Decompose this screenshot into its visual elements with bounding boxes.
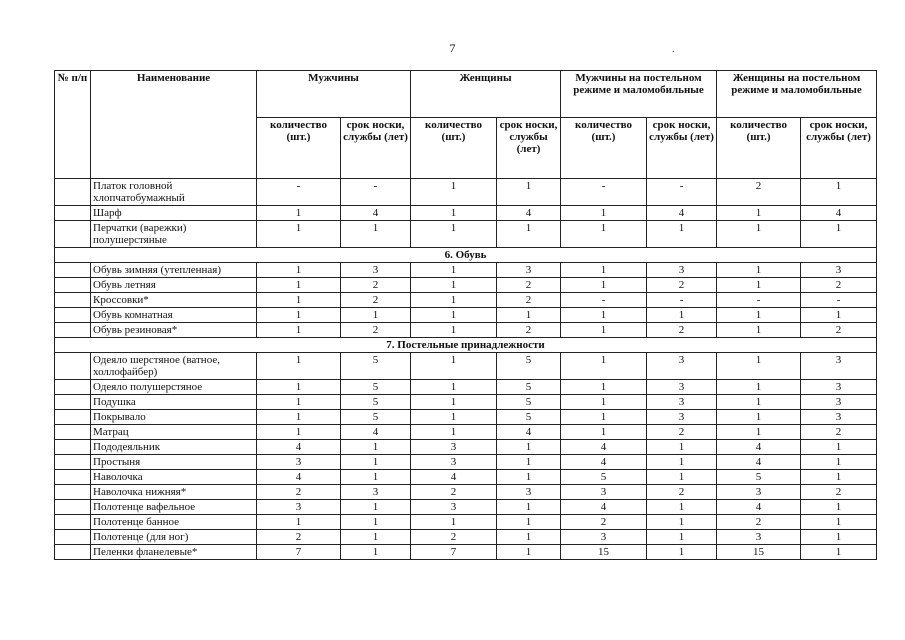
term-cell: 1 (341, 530, 411, 545)
quantity-cell: 1 (717, 308, 801, 323)
table-row (55, 353, 877, 380)
quantity-cell: 4 (717, 455, 801, 470)
row-number-cell (55, 470, 91, 485)
term-cell: 5 (341, 380, 411, 395)
section-row (55, 248, 877, 263)
table-row (55, 455, 877, 470)
item-name-cell: Полотенце вафельное (91, 500, 257, 515)
quantity-cell: 1 (411, 263, 497, 278)
quantity-cell: - (561, 293, 647, 308)
row-number-cell (55, 380, 91, 395)
header-num: № п/п (55, 71, 91, 179)
item-name-cell: Полотенце (для ног) (91, 530, 257, 545)
header-term: срок носки, службы (лет) (647, 118, 717, 179)
term-cell: 1 (497, 455, 561, 470)
term-cell: 1 (341, 455, 411, 470)
quantity-cell: 1 (561, 308, 647, 323)
header-group-women-bedridden: Женщины на постельном режиме и маломобильные (717, 71, 877, 118)
quantity-cell: 1 (411, 308, 497, 323)
quantity-cell: 3 (717, 485, 801, 500)
term-cell: 1 (497, 545, 561, 560)
quantity-cell: 1 (717, 206, 801, 221)
quantity-cell: 1 (411, 293, 497, 308)
term-cell: - (801, 293, 877, 308)
header-group-men-bedridden: Мужчины на постельном режиме и маломобильные (561, 71, 717, 118)
row-number-cell (55, 221, 91, 248)
quantity-cell: 1 (257, 278, 341, 293)
quantity-cell: 15 (717, 545, 801, 560)
quantity-cell: 1 (561, 263, 647, 278)
term-cell: 1 (801, 440, 877, 455)
term-cell: 2 (341, 293, 411, 308)
scan-mark: . (672, 44, 675, 55)
table-row (55, 179, 877, 206)
term-cell: 1 (647, 545, 717, 560)
section-title: 7. Постельные принадлежности (55, 338, 877, 353)
quantity-cell: 4 (411, 470, 497, 485)
header-term: срок носки, службы (лет) (497, 118, 561, 179)
item-name-cell: Одеяло полушерстяное (91, 380, 257, 395)
term-cell: 1 (341, 545, 411, 560)
term-cell: 1 (647, 530, 717, 545)
term-cell: 3 (497, 263, 561, 278)
term-cell: 4 (801, 206, 877, 221)
quantity-cell: - (257, 179, 341, 206)
quantity-cell: 4 (257, 470, 341, 485)
item-name-cell: Перчатки (варежки) полушерстяные (91, 221, 257, 248)
term-cell: 1 (801, 455, 877, 470)
row-number-cell (55, 323, 91, 338)
term-cell: 2 (497, 293, 561, 308)
quantity-cell: 1 (561, 323, 647, 338)
table-row (55, 221, 877, 248)
term-cell: 2 (497, 278, 561, 293)
header-qty: количество (шт.) (257, 118, 341, 179)
quantity-cell: 1 (561, 380, 647, 395)
quantity-cell: 2 (717, 515, 801, 530)
quantity-cell: 1 (717, 278, 801, 293)
row-number-cell (55, 485, 91, 500)
term-cell: 1 (497, 530, 561, 545)
row-number-cell (55, 500, 91, 515)
term-cell: 1 (341, 515, 411, 530)
quantity-cell: 1 (717, 323, 801, 338)
item-name-cell: Платок головной хлопчатобумажный (91, 179, 257, 206)
item-name-cell: Наволочка нижняя* (91, 485, 257, 500)
term-cell: 3 (801, 353, 877, 380)
term-cell: 1 (801, 179, 877, 206)
quantity-cell: 1 (561, 353, 647, 380)
quantity-cell: 2 (411, 530, 497, 545)
item-name-cell: Пододеяльник (91, 440, 257, 455)
row-number-cell (55, 410, 91, 425)
page-number: 7 (449, 41, 456, 55)
quantity-cell: 1 (257, 380, 341, 395)
term-cell: 5 (341, 410, 411, 425)
item-name-cell: Матрац (91, 425, 257, 440)
quantity-cell: 1 (411, 179, 497, 206)
item-name-cell: Обувь резиновая* (91, 323, 257, 338)
item-name-cell: Покрывало (91, 410, 257, 425)
quantity-cell: 1 (717, 380, 801, 395)
table-row (55, 293, 877, 308)
term-cell: 1 (647, 470, 717, 485)
section-row (55, 338, 877, 353)
table-body (55, 179, 877, 560)
term-cell: 3 (647, 410, 717, 425)
term-cell: 4 (497, 425, 561, 440)
term-cell: 3 (341, 485, 411, 500)
quantity-cell: 1 (257, 263, 341, 278)
term-cell: 4 (497, 206, 561, 221)
term-cell: 1 (341, 500, 411, 515)
quantity-cell: 2 (411, 485, 497, 500)
item-name-cell: Полотенце банное (91, 515, 257, 530)
quantity-cell: 3 (257, 500, 341, 515)
table-row (55, 485, 877, 500)
quantity-cell: 1 (257, 353, 341, 380)
quantity-cell: 1 (257, 425, 341, 440)
term-cell: 1 (647, 308, 717, 323)
row-number-cell (55, 425, 91, 440)
term-cell: 5 (497, 395, 561, 410)
section-title: 6. Обувь (55, 248, 877, 263)
term-cell: 1 (647, 515, 717, 530)
norms-table (54, 70, 877, 560)
quantity-cell: 1 (561, 221, 647, 248)
quantity-cell: 2 (717, 179, 801, 206)
term-cell: 2 (647, 485, 717, 500)
quantity-cell: 3 (561, 530, 647, 545)
term-cell: 3 (341, 263, 411, 278)
row-number-cell (55, 545, 91, 560)
quantity-cell: 1 (717, 353, 801, 380)
quantity-cell: 3 (717, 530, 801, 545)
quantity-cell: 1 (717, 263, 801, 278)
term-cell: 1 (497, 470, 561, 485)
quantity-cell: 4 (561, 440, 647, 455)
term-cell: 1 (497, 440, 561, 455)
term-cell: 3 (647, 263, 717, 278)
quantity-cell: 4 (561, 500, 647, 515)
term-cell: 3 (801, 380, 877, 395)
term-cell: 5 (497, 410, 561, 425)
quantity-cell: 1 (411, 221, 497, 248)
quantity-cell: 1 (257, 410, 341, 425)
term-cell: 5 (341, 353, 411, 380)
table-row (55, 470, 877, 485)
term-cell: 4 (341, 206, 411, 221)
table-row (55, 425, 877, 440)
row-number-cell (55, 263, 91, 278)
term-cell: 1 (497, 179, 561, 206)
quantity-cell: 1 (257, 323, 341, 338)
item-name-cell: Кроссовки* (91, 293, 257, 308)
table-row (55, 515, 877, 530)
row-number-cell (55, 395, 91, 410)
term-cell: 1 (801, 545, 877, 560)
quantity-cell: 4 (717, 500, 801, 515)
quantity-cell: 3 (561, 485, 647, 500)
table-row (55, 263, 877, 278)
quantity-cell: 4 (561, 455, 647, 470)
table-row (55, 500, 877, 515)
header-name: Наименование (91, 71, 257, 179)
quantity-cell: 1 (717, 410, 801, 425)
term-cell: 3 (647, 395, 717, 410)
quantity-cell: 7 (257, 545, 341, 560)
row-number-cell (55, 278, 91, 293)
quantity-cell: 3 (411, 500, 497, 515)
quantity-cell: 5 (717, 470, 801, 485)
term-cell: 1 (341, 470, 411, 485)
table-row (55, 530, 877, 545)
term-cell: 1 (497, 515, 561, 530)
item-name-cell: Обувь комнатная (91, 308, 257, 323)
header-group-men: Мужчины (257, 71, 411, 118)
term-cell: 3 (801, 263, 877, 278)
quantity-cell: 1 (717, 425, 801, 440)
quantity-cell: - (561, 179, 647, 206)
term-cell: 1 (801, 500, 877, 515)
term-cell: 3 (647, 353, 717, 380)
quantity-cell: 3 (257, 455, 341, 470)
quantity-cell: 5 (561, 470, 647, 485)
term-cell: 2 (647, 323, 717, 338)
table-row (55, 323, 877, 338)
quantity-cell: 1 (717, 221, 801, 248)
quantity-cell: 4 (717, 440, 801, 455)
term-cell: 1 (801, 308, 877, 323)
term-cell: 5 (341, 395, 411, 410)
row-number-cell (55, 353, 91, 380)
quantity-cell: 1 (561, 278, 647, 293)
term-cell: 2 (497, 323, 561, 338)
quantity-cell: 1 (411, 380, 497, 395)
term-cell: 2 (647, 278, 717, 293)
term-cell: 1 (801, 470, 877, 485)
header-row-groups (55, 71, 877, 118)
quantity-cell: 2 (257, 485, 341, 500)
quantity-cell: 4 (257, 440, 341, 455)
row-number-cell (55, 455, 91, 470)
quantity-cell: - (717, 293, 801, 308)
quantity-cell: 1 (257, 293, 341, 308)
quantity-cell: 1 (411, 206, 497, 221)
quantity-cell: 1 (257, 206, 341, 221)
table-row (55, 395, 877, 410)
row-number-cell (55, 515, 91, 530)
term-cell: 1 (647, 440, 717, 455)
item-name-cell: Наволочка (91, 470, 257, 485)
row-number-cell (55, 530, 91, 545)
term-cell: 1 (497, 308, 561, 323)
term-cell: 2 (801, 278, 877, 293)
quantity-cell: 1 (561, 395, 647, 410)
term-cell: 1 (497, 500, 561, 515)
term-cell: 2 (341, 323, 411, 338)
term-cell: 3 (801, 410, 877, 425)
item-name-cell: Пеленки фланелевые* (91, 545, 257, 560)
header-qty: количество (шт.) (561, 118, 647, 179)
term-cell: 5 (497, 380, 561, 395)
term-cell: 4 (647, 206, 717, 221)
quantity-cell: 2 (561, 515, 647, 530)
table-row (55, 440, 877, 455)
item-name-cell: Одеяло шерстяное (ватное, холлофайбер) (91, 353, 257, 380)
quantity-cell: 1 (561, 410, 647, 425)
quantity-cell: 3 (411, 455, 497, 470)
header-term: срок носки, службы (лет) (341, 118, 411, 179)
row-number-cell (55, 440, 91, 455)
quantity-cell: 1 (411, 395, 497, 410)
quantity-cell: 1 (411, 278, 497, 293)
item-name-cell: Обувь зимняя (утепленная) (91, 263, 257, 278)
quantity-cell: 1 (411, 323, 497, 338)
term-cell: 2 (647, 425, 717, 440)
term-cell: 2 (801, 425, 877, 440)
table-row (55, 410, 877, 425)
header-term: срок носки, службы (лет) (801, 118, 877, 179)
term-cell: 1 (497, 221, 561, 248)
quantity-cell: 1 (257, 308, 341, 323)
table-row (55, 278, 877, 293)
quantity-cell: 1 (411, 425, 497, 440)
item-name-cell: Шарф (91, 206, 257, 221)
row-number-cell (55, 293, 91, 308)
row-number-cell (55, 179, 91, 206)
table-row (55, 206, 877, 221)
quantity-cell: 1 (411, 353, 497, 380)
row-number-cell (55, 206, 91, 221)
quantity-cell: 1 (561, 425, 647, 440)
quantity-cell: 1 (411, 515, 497, 530)
term-cell: 3 (647, 380, 717, 395)
quantity-cell: 7 (411, 545, 497, 560)
quantity-cell: 1 (257, 395, 341, 410)
term-cell: - (341, 179, 411, 206)
term-cell: 5 (497, 353, 561, 380)
term-cell: 4 (341, 425, 411, 440)
term-cell: - (647, 179, 717, 206)
quantity-cell: 1 (257, 515, 341, 530)
term-cell: 2 (801, 485, 877, 500)
term-cell: 1 (341, 221, 411, 248)
term-cell: 1 (647, 455, 717, 470)
table-row (55, 545, 877, 560)
term-cell: 2 (801, 323, 877, 338)
term-cell: 1 (801, 515, 877, 530)
row-number-cell (55, 308, 91, 323)
term-cell: 1 (341, 308, 411, 323)
table-row (55, 380, 877, 395)
quantity-cell: 1 (411, 410, 497, 425)
item-name-cell: Обувь летняя (91, 278, 257, 293)
quantity-cell: 1 (717, 395, 801, 410)
term-cell: 1 (801, 221, 877, 248)
header-qty: количество (шт.) (411, 118, 497, 179)
term-cell: 1 (647, 500, 717, 515)
header-group-women: Женщины (411, 71, 561, 118)
header-qty: количество (шт.) (717, 118, 801, 179)
quantity-cell: 2 (257, 530, 341, 545)
term-cell: 3 (497, 485, 561, 500)
quantity-cell: 1 (561, 206, 647, 221)
term-cell: - (647, 293, 717, 308)
term-cell: 1 (647, 221, 717, 248)
quantity-cell: 15 (561, 545, 647, 560)
term-cell: 3 (801, 395, 877, 410)
term-cell: 2 (341, 278, 411, 293)
quantity-cell: 1 (257, 221, 341, 248)
term-cell: 1 (801, 530, 877, 545)
item-name-cell: Простыня (91, 455, 257, 470)
quantity-cell: 3 (411, 440, 497, 455)
term-cell: 1 (341, 440, 411, 455)
table-row (55, 308, 877, 323)
item-name-cell: Подушка (91, 395, 257, 410)
